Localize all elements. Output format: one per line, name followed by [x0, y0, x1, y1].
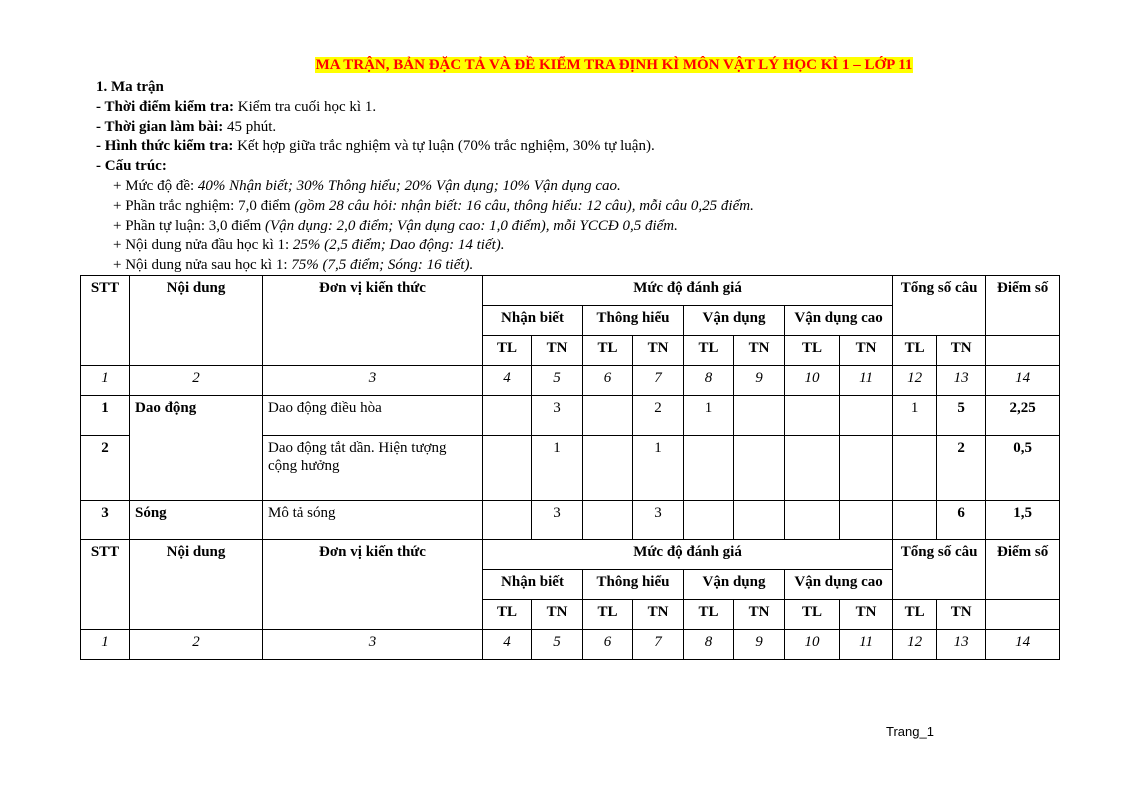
intro-item-structure: - Cấu trúc:	[96, 158, 167, 175]
intro-item-format: - Hình thức kiểm tra: Kết hợp giữa trắc nghiệm và tự luận (70% trắc nghiệm, 30% tự luận).	[96, 138, 655, 155]
header-knowledge-unit: Đơn vị kiến thức	[263, 540, 483, 630]
header-level-application: Vận dụng	[684, 570, 785, 600]
cell-c5: 3	[532, 396, 583, 436]
cell-c12	[893, 501, 937, 540]
cell-c4	[483, 501, 532, 540]
column-number: 13	[937, 630, 986, 660]
cell-c11	[840, 396, 893, 436]
column-number: 7	[633, 366, 684, 396]
header-total-questions: Tổng số câu	[893, 276, 986, 336]
structure-essay: + Phần tự luận: 3,0 điểm (Vận dụng: 2,0 điểm; Vận dụng cao: 1,0 điểm), mỗi YCCĐ 0,5 điểm.	[113, 217, 678, 234]
column-number: 11	[840, 630, 893, 660]
cell-c9	[734, 501, 785, 540]
cell-c13: 5	[937, 396, 986, 436]
header-tl: TL	[785, 336, 840, 366]
cell-c6	[583, 396, 633, 436]
header-tn: TN	[734, 600, 785, 630]
row-topic-wave: Sóng	[130, 501, 263, 540]
row-knowledge-unit: Mô tả sóng	[263, 501, 483, 540]
header-tl: TL	[684, 600, 734, 630]
column-number: 2	[130, 630, 263, 660]
header-tl: TL	[483, 336, 532, 366]
section-heading: 1. Ma trận	[96, 79, 164, 95]
column-number: 1	[81, 630, 130, 660]
cell-c13: 6	[937, 501, 986, 540]
cell-c14: 1,5	[986, 501, 1060, 540]
header-tn: TN	[532, 336, 583, 366]
header-tl: TL	[893, 600, 937, 630]
header-assessment-level: Mức độ đánh giá	[483, 540, 893, 570]
header-tn: TN	[633, 336, 684, 366]
header-tl: TL	[483, 600, 532, 630]
structure-level: + Mức độ đề: 40% Nhận biết; 30% Thông hiểu; 20% Vận dụng; 10% Vận dụng cao.	[113, 177, 621, 194]
header-knowledge-unit: Đơn vị kiến thức	[263, 276, 483, 366]
cell-c6	[583, 501, 633, 540]
cell-c11	[840, 501, 893, 540]
structure-second-half: + Nội dung nửa sau học kì 1: 75% (7,5 điểm; Sóng: 16 tiết).	[113, 257, 474, 274]
intro-section	[96, 78, 754, 276]
intro-item-duration: - Thời gian làm bài: 45 phút.	[96, 118, 277, 135]
column-number: 11	[840, 366, 893, 396]
header-tn: TN	[840, 600, 893, 630]
header-level-comprehension: Thông hiểu	[583, 570, 684, 600]
row-knowledge-unit: Dao động điều hòa	[263, 396, 483, 436]
column-number: 3	[263, 366, 483, 396]
header-level-application: Vận dụng	[684, 306, 785, 336]
assessment-matrix-table	[80, 275, 1060, 660]
header-tn: TN	[840, 336, 893, 366]
cell-c4	[483, 436, 532, 501]
header-tn: TN	[734, 336, 785, 366]
header-row	[81, 276, 1060, 306]
cell-c10	[785, 396, 840, 436]
cell-c8	[684, 501, 734, 540]
header-level-advanced-application: Vận dụng cao	[785, 570, 893, 600]
column-number: 3	[263, 630, 483, 660]
column-number: 10	[785, 630, 840, 660]
column-number: 14	[986, 366, 1060, 396]
cell-c5: 3	[532, 501, 583, 540]
column-number: 9	[734, 366, 785, 396]
header-row-repeat	[81, 540, 1060, 570]
header-total-questions: Tổng số câu	[893, 540, 986, 600]
row-topic-oscillation: Dao động	[130, 396, 263, 501]
header-tl: TL	[893, 336, 937, 366]
header-content: Nội dung	[130, 540, 263, 630]
column-number: 8	[684, 366, 734, 396]
row-stt: 3	[81, 501, 130, 540]
header-empty-cell	[986, 600, 1060, 630]
cell-c9	[734, 436, 785, 501]
header-level-comprehension: Thông hiểu	[583, 306, 684, 336]
header-level-advanced-application: Vận dụng cao	[785, 306, 893, 336]
column-number: 6	[583, 366, 633, 396]
cell-c6	[583, 436, 633, 501]
structure-first-half: + Nội dung nửa đầu học kì 1: 25% (2,5 điểm; Dao động: 14 tiết).	[113, 237, 505, 254]
column-number-row	[81, 366, 1060, 396]
column-number: 10	[785, 366, 840, 396]
header-assessment-level: Mức độ đánh giá	[483, 276, 893, 306]
column-number: 4	[483, 366, 532, 396]
header-content: Nội dung	[130, 276, 263, 366]
cell-c12	[893, 436, 937, 501]
cell-c13: 2	[937, 436, 986, 501]
column-number: 14	[986, 630, 1060, 660]
row-knowledge-unit: Dao động tắt dần. Hiện tượng cộng hưởng	[263, 436, 483, 501]
header-tn: TN	[937, 336, 986, 366]
table-row	[81, 501, 1060, 540]
cell-c8: 1	[684, 396, 734, 436]
header-tl: TL	[684, 336, 734, 366]
cell-c10	[785, 436, 840, 501]
column-number: 9	[734, 630, 785, 660]
intro-item-time-point: - Thời điểm kiểm tra: Kiểm tra cuối học kì 1.	[96, 98, 377, 115]
column-number: 13	[937, 366, 986, 396]
column-number: 1	[81, 366, 130, 396]
cell-c14: 2,25	[986, 396, 1060, 436]
cell-c5: 1	[532, 436, 583, 501]
header-empty-cell	[986, 336, 1060, 366]
cell-c4	[483, 396, 532, 436]
table-row	[81, 396, 1060, 436]
page-number: Trang_1	[886, 724, 934, 739]
column-number-row-repeat	[81, 630, 1060, 660]
header-level-recognition: Nhận biết	[483, 570, 583, 600]
column-number: 6	[583, 630, 633, 660]
column-number: 5	[532, 366, 583, 396]
header-stt: STT	[81, 276, 130, 366]
cell-c7: 1	[633, 436, 684, 501]
header-tl: TL	[785, 600, 840, 630]
row-stt: 1	[81, 396, 130, 436]
cell-c14: 0,5	[986, 436, 1060, 501]
cell-c9	[734, 396, 785, 436]
cell-c8	[684, 436, 734, 501]
header-tl: TL	[583, 600, 633, 630]
cell-c12: 1	[893, 396, 937, 436]
header-tl: TL	[583, 336, 633, 366]
header-tn: TN	[633, 600, 684, 630]
column-number: 5	[532, 630, 583, 660]
header-score: Điểm số	[986, 276, 1060, 336]
cell-c11	[840, 436, 893, 501]
row-stt: 2	[81, 436, 130, 501]
header-stt: STT	[81, 540, 130, 630]
column-number: 4	[483, 630, 532, 660]
column-number: 2	[130, 366, 263, 396]
cell-c7: 3	[633, 501, 684, 540]
document-title: MA TRẬN, BẢN ĐẶC TẢ VÀ ĐỀ KIỂM TRA ĐỊNH KÌ MÔN VẬT LÝ HỌC KÌ 1 – LỚP 11	[315, 57, 913, 73]
column-number: 12	[893, 366, 937, 396]
header-score: Điểm số	[986, 540, 1060, 600]
column-number: 8	[684, 630, 734, 660]
header-level-recognition: Nhận biết	[483, 306, 583, 336]
structure-multiple-choice: + Phần trắc nghiệm: 7,0 điểm (gồm 28 câu hỏi: nhận biết: 16 câu, thông hiểu: 12 câu), mỗi câu 0,25 điểm.	[113, 197, 754, 214]
cell-c10	[785, 501, 840, 540]
column-number: 12	[893, 630, 937, 660]
column-number: 7	[633, 630, 684, 660]
header-tn: TN	[532, 600, 583, 630]
header-tn: TN	[937, 600, 986, 630]
cell-c7: 2	[633, 396, 684, 436]
